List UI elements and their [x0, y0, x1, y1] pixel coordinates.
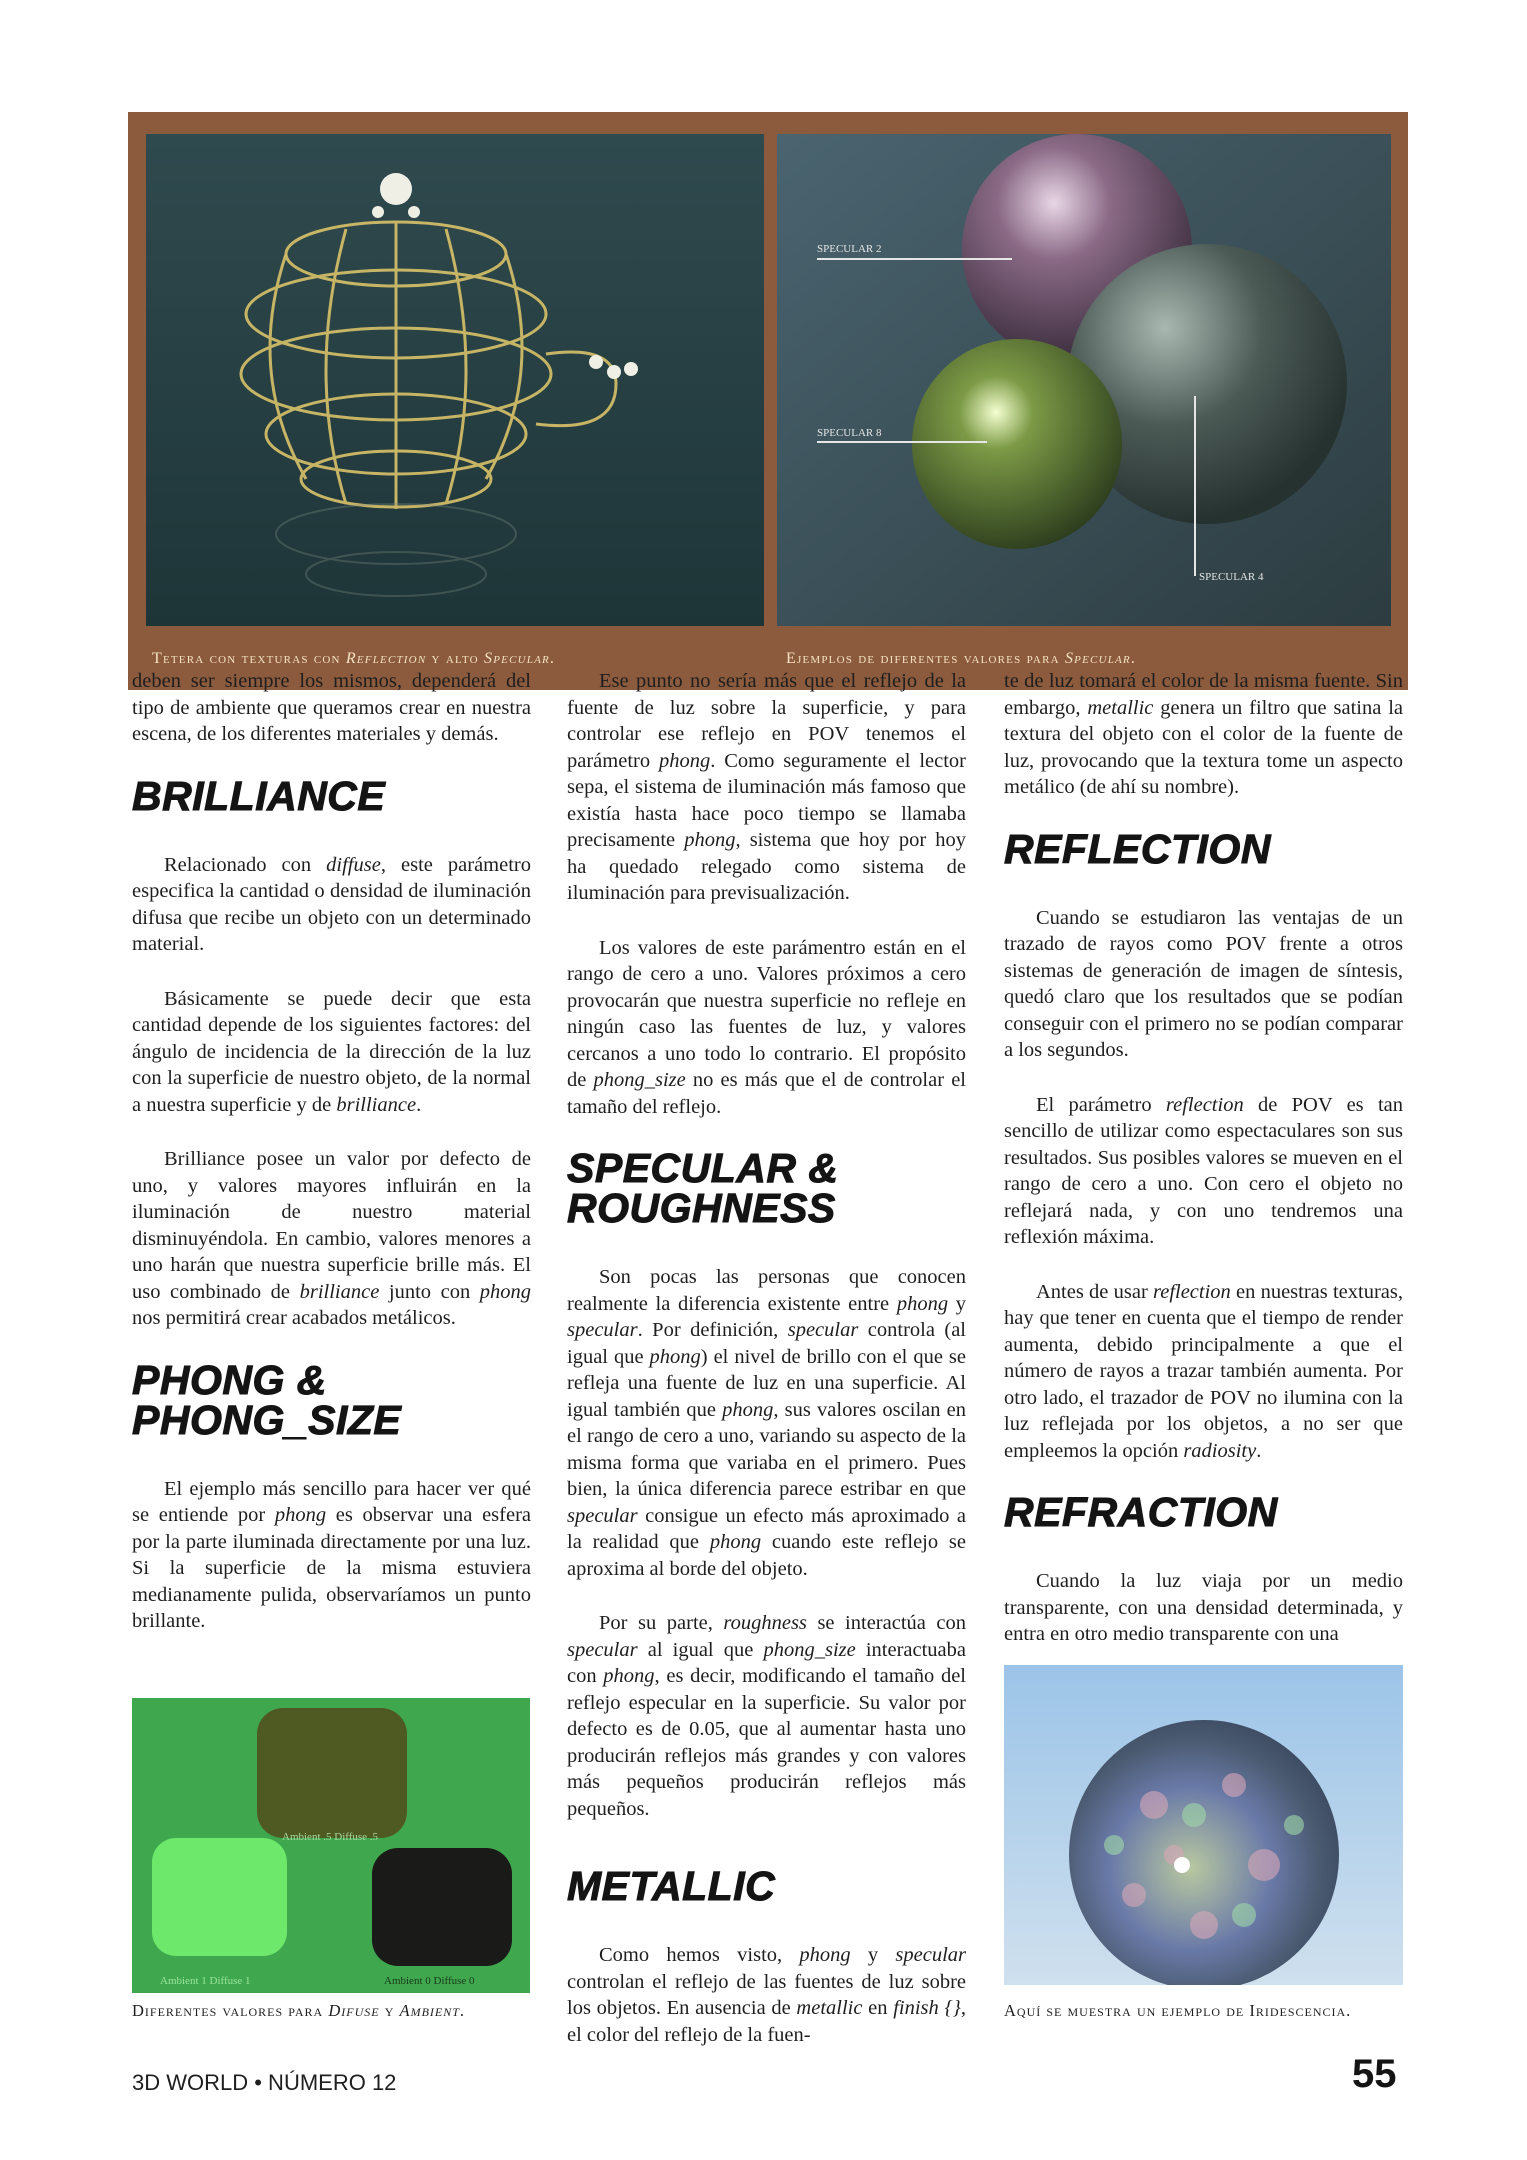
- paragraph: Los valores de este parámentro están en el rango de cero a uno. Valores próximos a cero provocarán que nuestra superficie no refleje en ningún caso las fuentes de luz, y valores cercanos a uno todo lo contrario. El propósito de phong_size no es más que el de controlar el tamaño del reflejo.: [567, 936, 966, 1118]
- page-number: 55: [1352, 2052, 1397, 2096]
- heading-phong: PHONG & PHONG_SIZE: [132, 1356, 402, 1443]
- magazine-footer: 3D WORLD • NÚMERO 12: [132, 2070, 397, 2095]
- paragraph: Cuando la luz viaja por un medio transparente, con una densidad determinada, y entra en otro medio transparente con una: [1004, 1570, 1403, 1645]
- iridescence-caption: Aquí se muestra un ejemplo de Iridescencia.: [1004, 2001, 1352, 2020]
- cube-label-right: Ambient 0 Diffuse 0: [384, 1975, 475, 1987]
- specular-4-label: SPECULAR 4: [1199, 571, 1264, 583]
- paragraph: Ese punto no sería más que el reflejo de la fuente de luz sobre la superficie, y para controlar ese reflejo en POV tenemos el parámetro phong. Como seguramente el lector sepa, el sistema de iluminación más famoso que existía hasta hace poco tiempo se llamaba precisamente phong, sistema que hoy por hoy ha quedado relegado como sistema de iluminación para previsualización.: [567, 670, 967, 904]
- paragraph: Básicamente se puede decir que esta cantidad depende de los siguientes factores: del ángulo de incidencia de la dirección de la luz con la superficie de nuestro objeto, de la normal a nuestra superficie y de brilliance.: [132, 987, 531, 1116]
- heading-reflection: REFLECTION: [1004, 825, 1271, 872]
- paragraph: Como hemos visto, phong y specular controlan el reflejo de las fuentes de luz sobre los objetos. En ausencia de metallic en finish {}, el color del reflejo de la fuen-: [567, 1944, 966, 2046]
- heading-brilliance: BRILLIANCE: [132, 772, 386, 819]
- paragraph: Por su parte, roughness se interactúa con specular al igual que phong_size interactuaba con phong, es decir, modificando el tamaño del reflejo especular en la superficie. Su valor por defecto es de 0.05, que al aumentar hasta uno producirán reflejos más grandes y con valores más pequeños producirán reflejos más pequeños.: [567, 1612, 966, 1820]
- paragraph: El ejemplo más sencillo para hacer ver qué se entiende por phong es observar una esfera por la parte iluminada directamente por una luz. Si la superficie de la misma estuviera medianamente pulida, observaríamos un punto brillante.: [132, 1477, 532, 1632]
- paragraph: te de luz tomará el color de la misma fuente. Sin embargo, metallic genera un filtro que satina la textura del objeto con el color de la fuente de luz, provocando que la textura tome un aspecto metálico (de ahí su nombre).: [1004, 670, 1403, 798]
- cubes-image: [132, 1698, 530, 1993]
- spheres-caption: Ejemplos de diferentes valores para Specular.: [786, 650, 1137, 667]
- paragraph: El parámetro reflection de POV es tan sencillo de utilizar como espectaculares son sus resultados. Sus posibles valores se mueven en el rango de cero a uno. Con cero el objeto no reflejará nada, y con uno tendremos una reflexión máxima.: [1004, 1093, 1403, 1248]
- column-3: [1004, 668, 1403, 1676]
- paragraph: Cuando se estudiaron las ventajas de un trazado de rayos como POV frente a otros sistemas de generación de imagen de síntesis, quedó claro que los resultados que se podían conseguir con el primero no se podían comparar a los segundos.: [1004, 906, 1403, 1061]
- teapot-image: [146, 134, 764, 626]
- heading-metallic: METALLIC: [567, 1863, 776, 1909]
- paragraph: Brilliance posee un valor por defecto de uno, y valores mayores influirán en la iluminación de nuestro material disminuyéndola. En cambio, valores menores a uno harán que nuestra superficie brille más. El uso combinado de brilliance junto con phong nos permitirá crear acabados metálicos.: [132, 1148, 531, 1329]
- heading-specular-roughness: SPECULAR & ROUGHNESS: [567, 1145, 839, 1231]
- cube-label-mid: Ambient .5 Diffuse .5: [282, 1831, 379, 1843]
- specular-spheres-image: [777, 134, 1391, 626]
- cubes-caption: Diferentes valores para Difuse y Ambient.: [132, 2001, 466, 2020]
- cube-label-left: Ambient 1 Diffuse 1: [160, 1975, 251, 1987]
- paragraph: Son pocas las personas que conocen realmente la diferencia existente entre phong y specular. Por definición, specular controla (al igual que phong) el nivel de brillo con el que se refleja una fuente de luz en una superficie. Al igual también que phong, sus valores oscilan en el rango de cero a uno, variando su aspecto de la misma forma que variaba en el primero. Pues bien, la única diferencia parece estribar en que specular consigue un efecto más aproximado a la realidad que phong cuando este reflejo se aproxima al borde del objeto.: [567, 1266, 967, 1580]
- specular-8-label: SPECULAR 8: [817, 427, 882, 439]
- paragraph: deben ser siempre los mismos, dependerá del tipo de ambiente que queramos crear en nuestra escena, de los diferentes materiales y demás.: [132, 670, 531, 745]
- column-2: [567, 668, 966, 2076]
- teapot-caption: Tetera con texturas con Reflection y alto Specular.: [152, 650, 556, 667]
- paragraph: Relacionado con diffuse, este parámetro especifica la cantidad o densidad de iluminación difusa que recibe un objeto con un determinado material.: [132, 853, 532, 955]
- column-1: [132, 668, 531, 1663]
- iridescence-image: [1004, 1665, 1403, 1985]
- heading-refraction: REFRACTION: [1004, 1489, 1278, 1535]
- top-image-band: [128, 112, 1408, 690]
- specular-2-label: SPECULAR 2: [817, 243, 882, 255]
- paragraph: Antes de usar reflection en nuestras texturas, hay que tener en cuenta que el tiempo de render aumenta, debido principalmente a que el número de rayos a trazar también aumenta. Por otro lado, el trazador de POV no ilumina con la luz reflejada por los objetos, a no ser que empleemos la opción radiosity.: [1004, 1280, 1403, 1462]
